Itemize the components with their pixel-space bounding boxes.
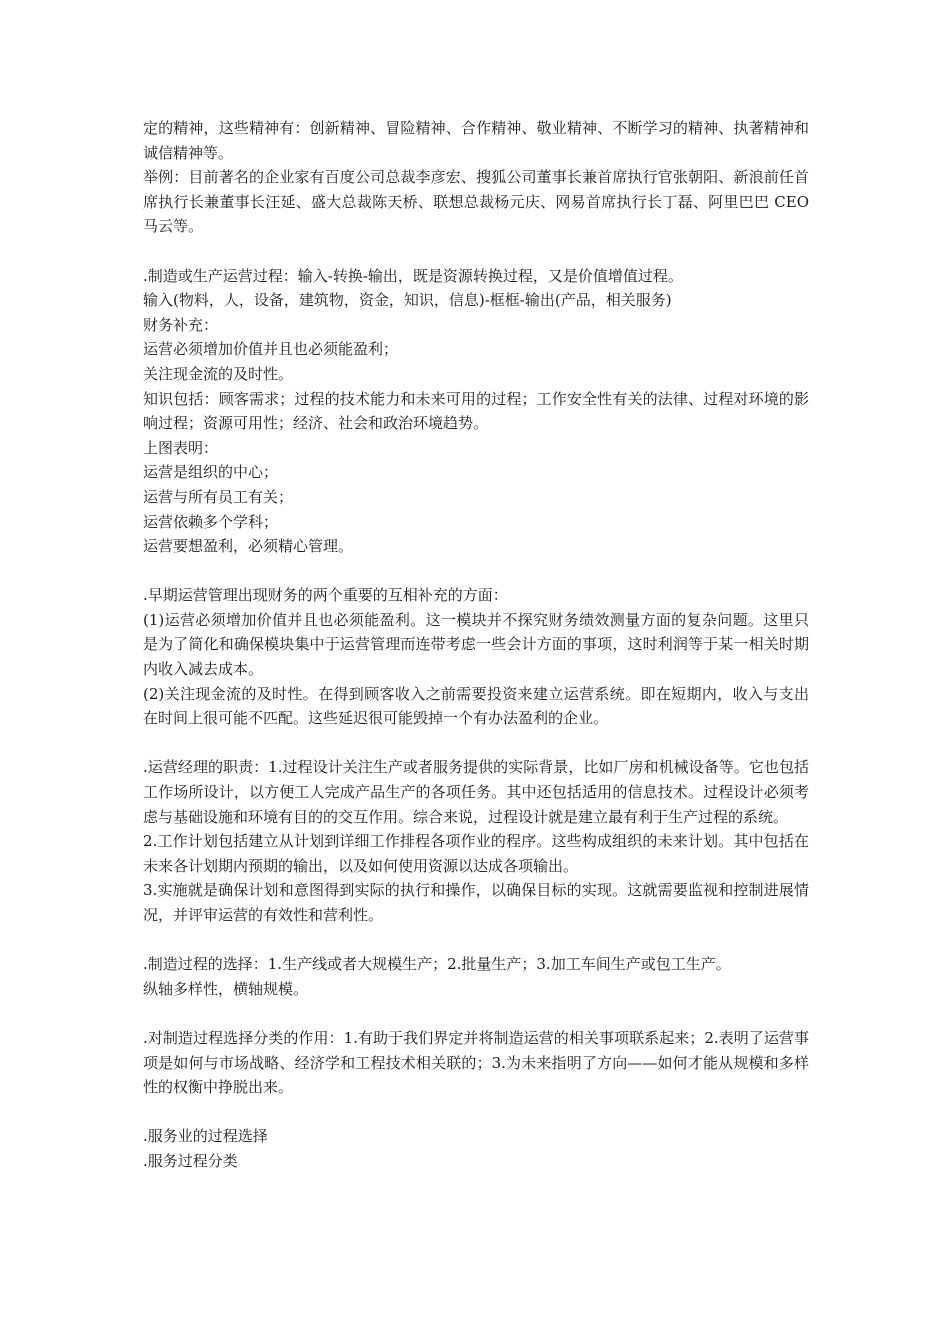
document-page bbox=[143, 116, 809, 1174]
paragraph: 运营必须增加价值并且也必须能盈利； bbox=[143, 340, 399, 359]
paragraph: 运营依赖多个学科； bbox=[143, 512, 279, 531]
paragraph: 财务补充： bbox=[143, 315, 219, 334]
paragraph: 知识包括：顾客需求；过程的技术能力和未来可用的过程；工作安全性有关的法律、过程对环境的影响过程；资源可用性；经济、社会和政治环境趋势。 bbox=[143, 389, 809, 433]
paragraph: 运营是组织的中心； bbox=[143, 463, 279, 482]
paragraph: 定的精神，这些精神有：创新精神、冒险精神、合作精神、敬业精神、不断学习的精神、执著精神和诚信精神等。 bbox=[143, 119, 809, 162]
paragraph: .运营经理的职责：1.过程设计关注生产或者服务提供的实际背景，比如厂房和机械设备等。它也包括工作场所设计，以方便工人完成产品生产的各项任务。其中还包括适用的信息技术。过程设计必须考虑与基础设施和环境有目的的交互作用。综合来说，过程设计就是建立最有利于生产过程的系统。 bbox=[143, 758, 809, 826]
paragraph: (1)运营必须增加价值并且也必须能盈利。这一模块并不探究财务绩效测量方面的复杂问题。这里只是为了简化和确保模块集中于运营管理而连带考虑一些会计方面的事项，这时利润等于某一相关时期内收入减去成本。 bbox=[143, 610, 809, 679]
paragraph: .对制造过程选择分类的作用：1.有助于我们界定并将制造运营的相关事项联系起来；2.表明了运营事项是如何与市场战略、经济学和工程技术相关联的；3.为未来指明了方向——如何才能从规模和多样性的权衡中挣脱出来。 bbox=[143, 1028, 809, 1097]
paragraph: 关注现金流的及时性。 bbox=[143, 364, 294, 383]
paragraph-gap bbox=[143, 1001, 809, 1026]
paragraph: (2)关注现金流的及时性。在得到顾客收入之前需要投资来建立运营系统。即在短期内，收入与支出在时间上很可能不匹配。这些延迟很可能毁掉一个有办法盈利的企业。 bbox=[143, 684, 809, 728]
paragraph: .制造或生产运营过程：输入-转换-输出，既是资源转换过程，又是价值增值过程。 bbox=[143, 266, 683, 285]
paragraph: .服务业的过程选择 bbox=[143, 1127, 268, 1146]
paragraph: .早期运营管理出现财务的两个重要的互相补充的方面： bbox=[143, 586, 508, 605]
paragraph: 上图表明： bbox=[143, 438, 219, 457]
paragraph: 输入(物料，人，设备，建筑物，资金，知识，信息)-框框-输出(产品，相关服务) bbox=[143, 291, 672, 310]
paragraph-gap bbox=[143, 1100, 809, 1125]
paragraph: 纵轴多样性，横轴规模。 bbox=[143, 979, 309, 998]
paragraph: 运营要想盈利，必须精心管理。 bbox=[143, 537, 354, 556]
paragraph: .制造过程的选择：1.生产线或者大规模生产；2.批量生产；3.加工车间生产或包工生产。 bbox=[143, 955, 731, 974]
paragraph-gap bbox=[143, 239, 809, 264]
paragraph: 运营与所有员工有关； bbox=[143, 487, 294, 506]
paragraph-gap bbox=[143, 559, 809, 584]
paragraph: 2.工作计划包括建立从计划到详细工作排程各项作业的程序。这些构成组织的未来计划。其中包括在未来各计划期内预期的输出，以及如何使用资源以达成各项输出。 bbox=[143, 832, 809, 875]
paragraph-gap bbox=[143, 731, 809, 756]
paragraph: 举例：目前著名的企业家有百度公司总裁李彦宏、搜狐公司董事长兼首席执行官张朝阳、新浪前任首席执行长兼董事长汪延、盛大总裁陈天桥、联想总裁杨元庆、网易首席执行长丁磊、阿里巴巴 CEO 马云等。 bbox=[143, 168, 809, 236]
paragraph: 3.实施就是确保计划和意图得到实际的执行和操作，以确保目标的实现。这就需要监视和控制进展情况，并评审运营的有效性和营利性。 bbox=[143, 881, 809, 924]
paragraph: .服务过程分类 bbox=[143, 1151, 238, 1170]
paragraph-gap bbox=[143, 928, 809, 953]
